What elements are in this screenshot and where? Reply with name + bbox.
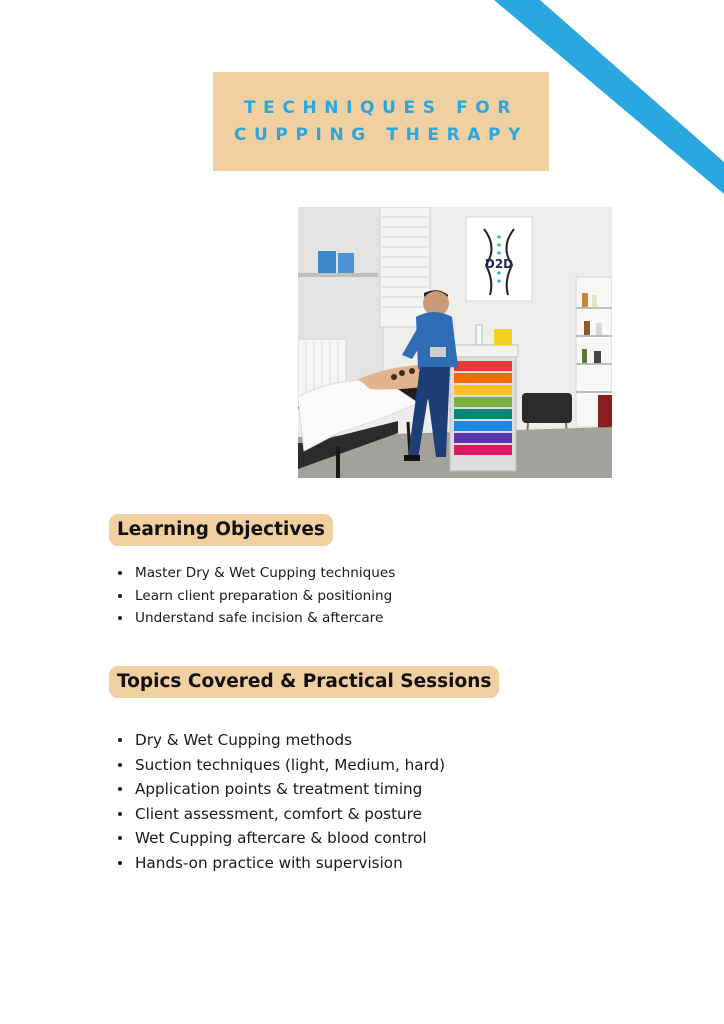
list-item: Hands-on practice with supervision: [115, 851, 445, 876]
list-item: Wet Cupping aftercare & blood control: [115, 826, 445, 851]
learning-objectives-list: [115, 562, 395, 630]
list-item: Application points & treatment timing: [115, 777, 445, 802]
learning-objectives-heading: Learning Objectives: [109, 514, 333, 546]
title-line-2: CUPPING THERAPY: [233, 124, 529, 145]
list-item: Client assessment, comfort & posture: [115, 802, 445, 827]
list-item: Suction techniques (light, Medium, hard): [115, 753, 445, 778]
topics-covered-list: [115, 728, 445, 876]
title-banner: [213, 72, 549, 171]
list-item: Master Dry & Wet Cupping techniques: [115, 562, 395, 585]
title-line-1: TECHNIQUES FOR: [243, 97, 519, 118]
list-item: Understand safe incision & aftercare: [115, 607, 395, 630]
list-item: Dry & Wet Cupping methods: [115, 728, 445, 753]
topics-covered-heading: Topics Covered & Practical Sessions: [109, 666, 499, 698]
clinic-treatment-photo: [298, 207, 612, 478]
poster-logo-text: D2D: [484, 257, 514, 271]
list-item: Learn client preparation & positioning: [115, 585, 395, 608]
